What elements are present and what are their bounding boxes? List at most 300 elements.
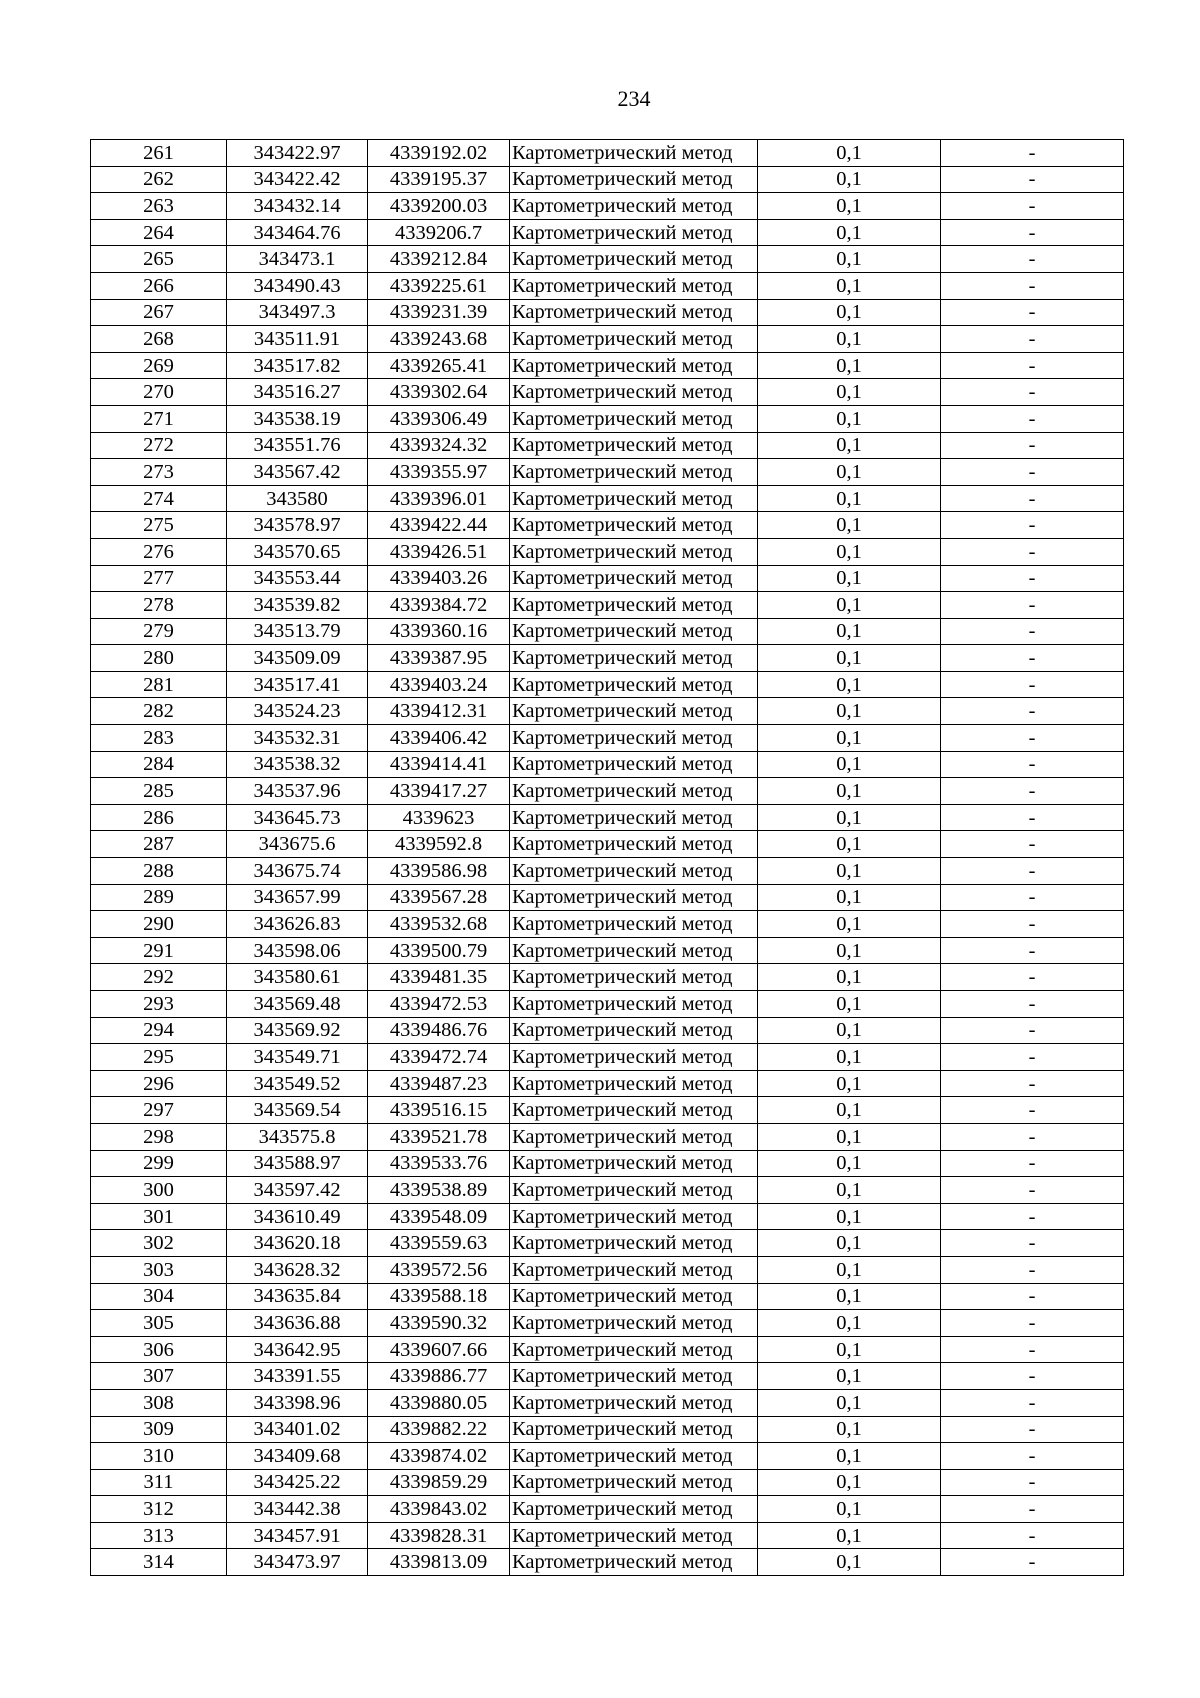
table-row	[91, 937, 1124, 964]
method-cell: Картометрический метод	[510, 1389, 758, 1416]
x-coordinate-cell: 343610.49	[227, 1203, 368, 1230]
x-coordinate-cell: 343398.96	[227, 1389, 368, 1416]
accuracy-cell: 0,1	[758, 140, 941, 167]
x-coordinate-cell: 343570.65	[227, 538, 368, 565]
y-coordinate-cell: 4339231.39	[368, 299, 510, 326]
point-number-cell: 290	[91, 911, 227, 938]
point-number-cell: 293	[91, 991, 227, 1018]
table-row	[91, 565, 1124, 592]
accuracy-cell: 0,1	[758, 512, 941, 539]
x-coordinate-cell: 343464.76	[227, 219, 368, 246]
y-coordinate-cell: 4339472.74	[368, 1044, 510, 1071]
y-coordinate-cell: 4339882.22	[368, 1416, 510, 1443]
y-coordinate-cell: 4339859.29	[368, 1469, 510, 1496]
table-row	[91, 1416, 1124, 1443]
point-number-cell: 295	[91, 1044, 227, 1071]
table-row	[91, 1256, 1124, 1283]
note-cell: -	[941, 246, 1124, 273]
note-cell: -	[941, 964, 1124, 991]
point-number-cell: 284	[91, 751, 227, 778]
point-number-cell: 288	[91, 858, 227, 885]
note-cell: -	[941, 1522, 1124, 1549]
note-cell: -	[941, 1177, 1124, 1204]
table-row	[91, 299, 1124, 326]
note-cell: -	[941, 778, 1124, 805]
table-row	[91, 964, 1124, 991]
x-coordinate-cell: 343569.48	[227, 991, 368, 1018]
y-coordinate-cell: 4339516.15	[368, 1097, 510, 1124]
table-row	[91, 698, 1124, 725]
y-coordinate-cell: 4339843.02	[368, 1496, 510, 1523]
method-cell: Картометрический метод	[510, 1469, 758, 1496]
method-cell: Картометрический метод	[510, 538, 758, 565]
note-cell: -	[941, 1123, 1124, 1150]
method-cell: Картометрический метод	[510, 405, 758, 432]
x-coordinate-cell: 343432.14	[227, 193, 368, 220]
y-coordinate-cell: 4339384.72	[368, 592, 510, 619]
note-cell: -	[941, 1549, 1124, 1576]
note-cell: -	[941, 166, 1124, 193]
method-cell: Картометрический метод	[510, 140, 758, 167]
table-row	[91, 1310, 1124, 1337]
point-number-cell: 313	[91, 1522, 227, 1549]
y-coordinate-cell: 4339195.37	[368, 166, 510, 193]
method-cell: Картометрический метод	[510, 1496, 758, 1523]
point-number-cell: 277	[91, 565, 227, 592]
accuracy-cell: 0,1	[758, 1177, 941, 1204]
table-row	[91, 1283, 1124, 1310]
x-coordinate-cell: 343517.82	[227, 352, 368, 379]
accuracy-cell: 0,1	[758, 485, 941, 512]
accuracy-cell: 0,1	[758, 405, 941, 432]
note-cell: -	[941, 1283, 1124, 1310]
y-coordinate-cell: 4339533.76	[368, 1150, 510, 1177]
point-number-cell: 278	[91, 592, 227, 619]
point-number-cell: 310	[91, 1443, 227, 1470]
note-cell: -	[941, 565, 1124, 592]
accuracy-cell: 0,1	[758, 246, 941, 273]
point-number-cell: 262	[91, 166, 227, 193]
accuracy-cell: 0,1	[758, 1416, 941, 1443]
note-cell: -	[941, 751, 1124, 778]
table-row	[91, 1044, 1124, 1071]
method-cell: Картометрический метод	[510, 831, 758, 858]
note-cell: -	[941, 671, 1124, 698]
x-coordinate-cell: 343473.97	[227, 1549, 368, 1576]
note-cell: -	[941, 219, 1124, 246]
y-coordinate-cell: 4339192.02	[368, 140, 510, 167]
method-cell: Картометрический метод	[510, 166, 758, 193]
y-coordinate-cell: 4339590.32	[368, 1310, 510, 1337]
accuracy-cell: 0,1	[758, 1256, 941, 1283]
method-cell: Картометрический метод	[510, 1336, 758, 1363]
method-cell: Картометрический метод	[510, 459, 758, 486]
accuracy-cell: 0,1	[758, 804, 941, 831]
table-row	[91, 751, 1124, 778]
x-coordinate-cell: 343675.74	[227, 858, 368, 885]
note-cell: -	[941, 645, 1124, 672]
method-cell: Картометрический метод	[510, 1070, 758, 1097]
point-number-cell: 308	[91, 1389, 227, 1416]
note-cell: -	[941, 1363, 1124, 1390]
method-cell: Картометрический метод	[510, 937, 758, 964]
point-number-cell: 312	[91, 1496, 227, 1523]
table-row	[91, 1496, 1124, 1523]
y-coordinate-cell: 4339225.61	[368, 272, 510, 299]
note-cell: -	[941, 1044, 1124, 1071]
table-row	[91, 166, 1124, 193]
note-cell: -	[941, 193, 1124, 220]
y-coordinate-cell: 4339586.98	[368, 858, 510, 885]
method-cell: Картометрический метод	[510, 778, 758, 805]
accuracy-cell: 0,1	[758, 219, 941, 246]
note-cell: -	[941, 1017, 1124, 1044]
accuracy-cell: 0,1	[758, 459, 941, 486]
table-row	[91, 1389, 1124, 1416]
y-coordinate-cell: 4339521.78	[368, 1123, 510, 1150]
method-cell: Картометрический метод	[510, 299, 758, 326]
table-row	[91, 725, 1124, 752]
x-coordinate-cell: 343553.44	[227, 565, 368, 592]
note-cell: -	[941, 1203, 1124, 1230]
accuracy-cell: 0,1	[758, 1097, 941, 1124]
y-coordinate-cell: 4339874.02	[368, 1443, 510, 1470]
point-number-cell: 269	[91, 352, 227, 379]
accuracy-cell: 0,1	[758, 1336, 941, 1363]
y-coordinate-cell: 4339487.23	[368, 1070, 510, 1097]
accuracy-cell: 0,1	[758, 698, 941, 725]
accuracy-cell: 0,1	[758, 1044, 941, 1071]
point-number-cell: 304	[91, 1283, 227, 1310]
accuracy-cell: 0,1	[758, 1283, 941, 1310]
x-coordinate-cell: 343657.99	[227, 884, 368, 911]
x-coordinate-cell: 343578.97	[227, 512, 368, 539]
point-number-cell: 282	[91, 698, 227, 725]
y-coordinate-cell: 4339486.76	[368, 1017, 510, 1044]
x-coordinate-cell: 343457.91	[227, 1522, 368, 1549]
y-coordinate-cell: 4339306.49	[368, 405, 510, 432]
point-number-cell: 299	[91, 1150, 227, 1177]
table-row	[91, 1522, 1124, 1549]
method-cell: Картометрический метод	[510, 698, 758, 725]
accuracy-cell: 0,1	[758, 884, 941, 911]
point-number-cell: 302	[91, 1230, 227, 1257]
note-cell: -	[941, 991, 1124, 1018]
note-cell: -	[941, 592, 1124, 619]
y-coordinate-cell: 4339414.41	[368, 751, 510, 778]
table-row	[91, 1070, 1124, 1097]
x-coordinate-cell: 343597.42	[227, 1177, 368, 1204]
method-cell: Картометрический метод	[510, 219, 758, 246]
point-number-cell: 276	[91, 538, 227, 565]
accuracy-cell: 0,1	[758, 937, 941, 964]
y-coordinate-cell: 4339548.09	[368, 1203, 510, 1230]
table-row	[91, 485, 1124, 512]
accuracy-cell: 0,1	[758, 272, 941, 299]
note-cell: -	[941, 1310, 1124, 1337]
point-number-cell: 268	[91, 326, 227, 353]
point-number-cell: 265	[91, 246, 227, 273]
x-coordinate-cell: 343549.52	[227, 1070, 368, 1097]
x-coordinate-cell: 343513.79	[227, 618, 368, 645]
x-coordinate-cell: 343551.76	[227, 432, 368, 459]
point-number-cell: 314	[91, 1549, 227, 1576]
point-number-cell: 280	[91, 645, 227, 672]
y-coordinate-cell: 4339387.95	[368, 645, 510, 672]
x-coordinate-cell: 343598.06	[227, 937, 368, 964]
point-number-cell: 270	[91, 379, 227, 406]
method-cell: Картометрический метод	[510, 725, 758, 752]
note-cell: -	[941, 512, 1124, 539]
method-cell: Картометрический метод	[510, 379, 758, 406]
y-coordinate-cell: 4339243.68	[368, 326, 510, 353]
x-coordinate-cell: 343642.95	[227, 1336, 368, 1363]
method-cell: Картометрический метод	[510, 1150, 758, 1177]
note-cell: -	[941, 1150, 1124, 1177]
accuracy-cell: 0,1	[758, 592, 941, 619]
note-cell: -	[941, 538, 1124, 565]
point-number-cell: 267	[91, 299, 227, 326]
point-number-cell: 273	[91, 459, 227, 486]
method-cell: Картометрический метод	[510, 1123, 758, 1150]
note-cell: -	[941, 272, 1124, 299]
page-number: 234	[617, 86, 651, 111]
method-cell: Картометрический метод	[510, 565, 758, 592]
table-row	[91, 512, 1124, 539]
method-cell: Картометрический метод	[510, 1363, 758, 1390]
method-cell: Картометрический метод	[510, 618, 758, 645]
note-cell: -	[941, 352, 1124, 379]
point-number-cell: 305	[91, 1310, 227, 1337]
table-row	[91, 1336, 1124, 1363]
coordinates-table-body	[91, 140, 1124, 1576]
y-coordinate-cell: 4339412.31	[368, 698, 510, 725]
method-cell: Картометрический метод	[510, 1017, 758, 1044]
accuracy-cell: 0,1	[758, 1070, 941, 1097]
x-coordinate-cell: 343516.27	[227, 379, 368, 406]
point-number-cell: 263	[91, 193, 227, 220]
method-cell: Картометрический метод	[510, 1097, 758, 1124]
note-cell: -	[941, 299, 1124, 326]
x-coordinate-cell: 343588.97	[227, 1150, 368, 1177]
x-coordinate-cell: 343626.83	[227, 911, 368, 938]
point-number-cell: 266	[91, 272, 227, 299]
accuracy-cell: 0,1	[758, 1230, 941, 1257]
y-coordinate-cell: 4339567.28	[368, 884, 510, 911]
point-number-cell: 296	[91, 1070, 227, 1097]
x-coordinate-cell: 343490.43	[227, 272, 368, 299]
accuracy-cell: 0,1	[758, 379, 941, 406]
accuracy-cell: 0,1	[758, 911, 941, 938]
point-number-cell: 275	[91, 512, 227, 539]
x-coordinate-cell: 343538.19	[227, 405, 368, 432]
y-coordinate-cell: 4339532.68	[368, 911, 510, 938]
point-number-cell: 291	[91, 937, 227, 964]
accuracy-cell: 0,1	[758, 565, 941, 592]
x-coordinate-cell: 343620.18	[227, 1230, 368, 1257]
table-row	[91, 884, 1124, 911]
table-row	[91, 671, 1124, 698]
x-coordinate-cell: 343549.71	[227, 1044, 368, 1071]
y-coordinate-cell: 4339360.16	[368, 618, 510, 645]
point-number-cell: 285	[91, 778, 227, 805]
y-coordinate-cell: 4339572.56	[368, 1256, 510, 1283]
method-cell: Картометрический метод	[510, 1256, 758, 1283]
table-row	[91, 1203, 1124, 1230]
accuracy-cell: 0,1	[758, 1443, 941, 1470]
table-row	[91, 272, 1124, 299]
point-number-cell: 311	[91, 1469, 227, 1496]
accuracy-cell: 0,1	[758, 671, 941, 698]
note-cell: -	[941, 831, 1124, 858]
x-coordinate-cell: 343517.41	[227, 671, 368, 698]
note-cell: -	[941, 1443, 1124, 1470]
point-number-cell: 279	[91, 618, 227, 645]
note-cell: -	[941, 326, 1124, 353]
method-cell: Картометрический метод	[510, 751, 758, 778]
note-cell: -	[941, 459, 1124, 486]
point-number-cell: 261	[91, 140, 227, 167]
y-coordinate-cell: 4339206.7	[368, 219, 510, 246]
accuracy-cell: 0,1	[758, 858, 941, 885]
y-coordinate-cell: 4339607.66	[368, 1336, 510, 1363]
table-row	[91, 804, 1124, 831]
note-cell: -	[941, 1389, 1124, 1416]
table-row	[91, 991, 1124, 1018]
y-coordinate-cell: 4339500.79	[368, 937, 510, 964]
note-cell: -	[941, 1256, 1124, 1283]
method-cell: Картометрический метод	[510, 326, 758, 353]
x-coordinate-cell: 343567.42	[227, 459, 368, 486]
table-row	[91, 831, 1124, 858]
table-row	[91, 459, 1124, 486]
point-number-cell: 264	[91, 219, 227, 246]
x-coordinate-cell: 343442.38	[227, 1496, 368, 1523]
x-coordinate-cell: 343532.31	[227, 725, 368, 752]
accuracy-cell: 0,1	[758, 1469, 941, 1496]
method-cell: Картометрический метод	[510, 1549, 758, 1576]
table-row	[91, 1549, 1124, 1576]
point-number-cell: 292	[91, 964, 227, 991]
table-row	[91, 645, 1124, 672]
accuracy-cell: 0,1	[758, 991, 941, 1018]
x-coordinate-cell: 343511.91	[227, 326, 368, 353]
accuracy-cell: 0,1	[758, 618, 941, 645]
table-row	[91, 1123, 1124, 1150]
accuracy-cell: 0,1	[758, 1389, 941, 1416]
x-coordinate-cell: 343635.84	[227, 1283, 368, 1310]
method-cell: Картометрический метод	[510, 964, 758, 991]
method-cell: Картометрический метод	[510, 512, 758, 539]
x-coordinate-cell: 343391.55	[227, 1363, 368, 1390]
table-row	[91, 1443, 1124, 1470]
note-cell: -	[941, 1469, 1124, 1496]
x-coordinate-cell: 343569.54	[227, 1097, 368, 1124]
y-coordinate-cell: 4339588.18	[368, 1283, 510, 1310]
method-cell: Картометрический метод	[510, 1044, 758, 1071]
note-cell: -	[941, 1496, 1124, 1523]
y-coordinate-cell: 4339355.97	[368, 459, 510, 486]
method-cell: Картометрический метод	[510, 1443, 758, 1470]
y-coordinate-cell: 4339422.44	[368, 512, 510, 539]
x-coordinate-cell: 343539.82	[227, 592, 368, 619]
method-cell: Картометрический метод	[510, 592, 758, 619]
method-cell: Картометрический метод	[510, 1203, 758, 1230]
x-coordinate-cell: 343537.96	[227, 778, 368, 805]
accuracy-cell: 0,1	[758, 1310, 941, 1337]
y-coordinate-cell: 4339265.41	[368, 352, 510, 379]
note-cell: -	[941, 405, 1124, 432]
y-coordinate-cell: 4339828.31	[368, 1522, 510, 1549]
x-coordinate-cell: 343628.32	[227, 1256, 368, 1283]
note-cell: -	[941, 698, 1124, 725]
method-cell: Картометрический метод	[510, 193, 758, 220]
table-row	[91, 193, 1124, 220]
table-row	[91, 1150, 1124, 1177]
point-number-cell: 298	[91, 1123, 227, 1150]
note-cell: -	[941, 140, 1124, 167]
accuracy-cell: 0,1	[758, 1150, 941, 1177]
point-number-cell: 289	[91, 884, 227, 911]
table-row	[91, 219, 1124, 246]
method-cell: Картометрический метод	[510, 911, 758, 938]
note-cell: -	[941, 937, 1124, 964]
accuracy-cell: 0,1	[758, 538, 941, 565]
method-cell: Картометрический метод	[510, 246, 758, 273]
x-coordinate-cell: 343580.61	[227, 964, 368, 991]
note-cell: -	[941, 725, 1124, 752]
accuracy-cell: 0,1	[758, 778, 941, 805]
method-cell: Картометрический метод	[510, 991, 758, 1018]
x-coordinate-cell: 343538.32	[227, 751, 368, 778]
table-row	[91, 1230, 1124, 1257]
accuracy-cell: 0,1	[758, 964, 941, 991]
x-coordinate-cell: 343425.22	[227, 1469, 368, 1496]
table-row	[91, 618, 1124, 645]
note-cell: -	[941, 432, 1124, 459]
method-cell: Картометрический метод	[510, 432, 758, 459]
table-row	[91, 592, 1124, 619]
point-number-cell: 307	[91, 1363, 227, 1390]
y-coordinate-cell: 4339538.89	[368, 1177, 510, 1204]
accuracy-cell: 0,1	[758, 1363, 941, 1390]
table-row	[91, 538, 1124, 565]
method-cell: Картометрический метод	[510, 1230, 758, 1257]
note-cell: -	[941, 1230, 1124, 1257]
x-coordinate-cell: 343675.6	[227, 831, 368, 858]
method-cell: Картометрический метод	[510, 1283, 758, 1310]
y-coordinate-cell: 4339592.8	[368, 831, 510, 858]
accuracy-cell: 0,1	[758, 166, 941, 193]
point-number-cell: 286	[91, 804, 227, 831]
method-cell: Картометрический метод	[510, 884, 758, 911]
note-cell: -	[941, 485, 1124, 512]
accuracy-cell: 0,1	[758, 1123, 941, 1150]
y-coordinate-cell: 4339426.51	[368, 538, 510, 565]
note-cell: -	[941, 1070, 1124, 1097]
table-row	[91, 1017, 1124, 1044]
accuracy-cell: 0,1	[758, 299, 941, 326]
note-cell: -	[941, 858, 1124, 885]
method-cell: Картометрический метод	[510, 1310, 758, 1337]
y-coordinate-cell: 4339324.32	[368, 432, 510, 459]
x-coordinate-cell: 343569.92	[227, 1017, 368, 1044]
x-coordinate-cell: 343575.8	[227, 1123, 368, 1150]
table-row	[91, 1469, 1124, 1496]
point-number-cell: 303	[91, 1256, 227, 1283]
y-coordinate-cell: 4339396.01	[368, 485, 510, 512]
method-cell: Картометрический метод	[510, 858, 758, 885]
